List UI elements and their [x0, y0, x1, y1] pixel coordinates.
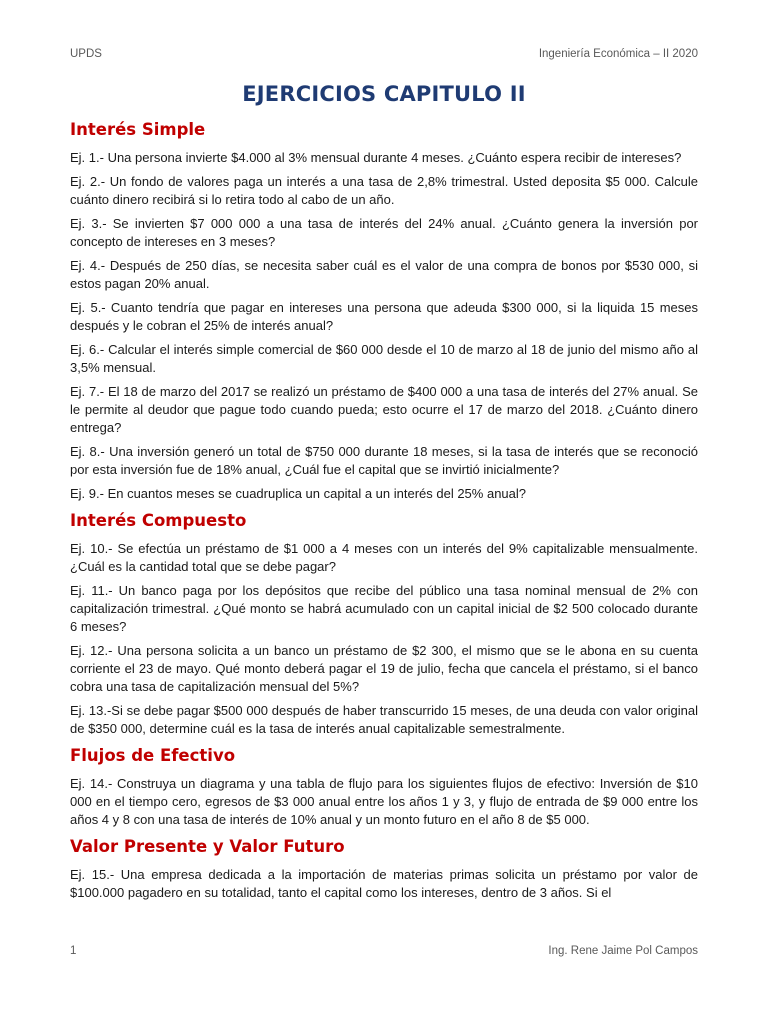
footer-author: Ing. Rene Jaime Pol Campos	[548, 945, 698, 957]
section-valor-presente-futuro	[70, 837, 698, 902]
exercise-10: Ej. 10.- Se efectúa un préstamo de $1 000 a 4 meses con un interés del 9% capitalizable mensualmente. ¿Cuál es la cantidad total que se debe pagar?	[70, 541, 698, 574]
exercise-6: Ej. 6.- Calcular el interés simple comercial de $60 000 desde el 10 de marzo al 18 de junio del mismo año al 3,5% mensual.	[70, 342, 698, 375]
exercise-7: Ej. 7.- El 18 de marzo del 2017 se realizó un préstamo de $400 000 a una tasa de interés del 27% anual. Se le permite al deudor que pague todo cuando pueda; esto ocurre el 17 de marzo del 2018. ¿Cuánto dinero entrega?	[70, 384, 698, 435]
exercise-11: Ej. 11.- Un banco paga por los depósitos que recibe del público una tasa nominal mensual de 2% con capitalización trimestral. ¿Qué monto se habrá acumulado con un capital inicial de $2 500 colocado durante 6 meses?	[70, 583, 698, 634]
exercise-12: Ej. 12.- Una persona solicita a un banco un préstamo de $2 300, el mismo que se le abona en su cuenta corriente el 23 de mayo. Qué monto deberá pagar el 19 de julio, fecha que cancela el préstamo, si el banco cobra una tasa de capitalización mensual del 5%?	[70, 643, 698, 694]
exercise-14: Ej. 14.- Construya un diagrama y una tabla de flujo para los siguientes flujos de efectivo: Inversión de $10 000 en el tiempo cero, egresos de $3 000 anual entre los años 1 y 3, y flujo de entrada de $9 000 entre los años 4 y 8 con una tasa de interés de 10% anual y un monto futuro en el año 8 de $5 000.	[70, 776, 698, 827]
section-title: Valor Presente y Valor Futuro	[70, 837, 345, 856]
section-title: Interés Simple	[70, 120, 206, 139]
header-institution: UPDS	[70, 48, 102, 60]
exercise-4: Ej. 4.- Después de 250 días, se necesita saber cuál es el valor de una compra de bonos por $530 000, si estos pagan 20% anual.	[70, 258, 698, 291]
exercise-9: Ej. 9.- En cuantos meses se cuadruplica un capital a un interés del 25% anual?	[70, 486, 526, 501]
section-title: Flujos de Efectivo	[70, 746, 236, 765]
document-title: EJERCICIOS CAPITULO II	[242, 82, 526, 106]
section-interes-simple	[70, 120, 698, 503]
exercise-13: Ej. 13.-Si se debe pagar $500 000 después de haber transcurrido 15 meses, de una deuda con valor original de $350 000, determine cuál es la tasa de interés anual capitalizable semestralmente.	[70, 703, 698, 736]
section-title: Interés Compuesto	[70, 511, 247, 530]
exercise-1: Ej. 1.- Una persona invierte $4.000 al 3% mensual durante 4 meses. ¿Cuánto espera recibir de intereses?	[70, 150, 682, 165]
section-flujos-de-efectivo	[70, 746, 698, 829]
exercise-2: Ej. 2.- Un fondo de valores paga un interés a una tasa de 2,8% trimestral. Usted deposita $5 000. Calcule cuánto dinero recibirá si lo retira todo al cabo de un año.	[70, 174, 698, 207]
exercise-3: Ej. 3.- Se invierten $7 000 000 a una tasa de interés del 24% anual. ¿Cuánto genera la inversión por concepto de intereses en 3 meses?	[70, 216, 698, 249]
page-number: 1	[70, 945, 77, 957]
document-body	[70, 82, 698, 910]
exercise-5: Ej. 5.- Cuanto tendría que pagar en intereses una persona que adeuda $300 000, si la liquida 15 meses después y le cobran el 25% de interés anual?	[70, 300, 698, 333]
exercise-15: Ej. 15.- Una empresa dedicada a la importación de materias primas solicita un préstamo por valor de $100.000 pagadero en su totalidad, tanto el capital como los intereses, dentro de 3 años. Si el	[70, 867, 698, 900]
exercise-8: Ej. 8.- Una inversión generó un total de $750 000 durante 18 meses, si la tasa de interés que se reconoció por esta inversión fue de 18% anual, ¿Cuál fue el capital que se invirtió inicialmente?	[70, 444, 698, 477]
header-course: Ingeniería Económica – II 2020	[538, 48, 698, 60]
section-interes-compuesto	[70, 511, 698, 738]
